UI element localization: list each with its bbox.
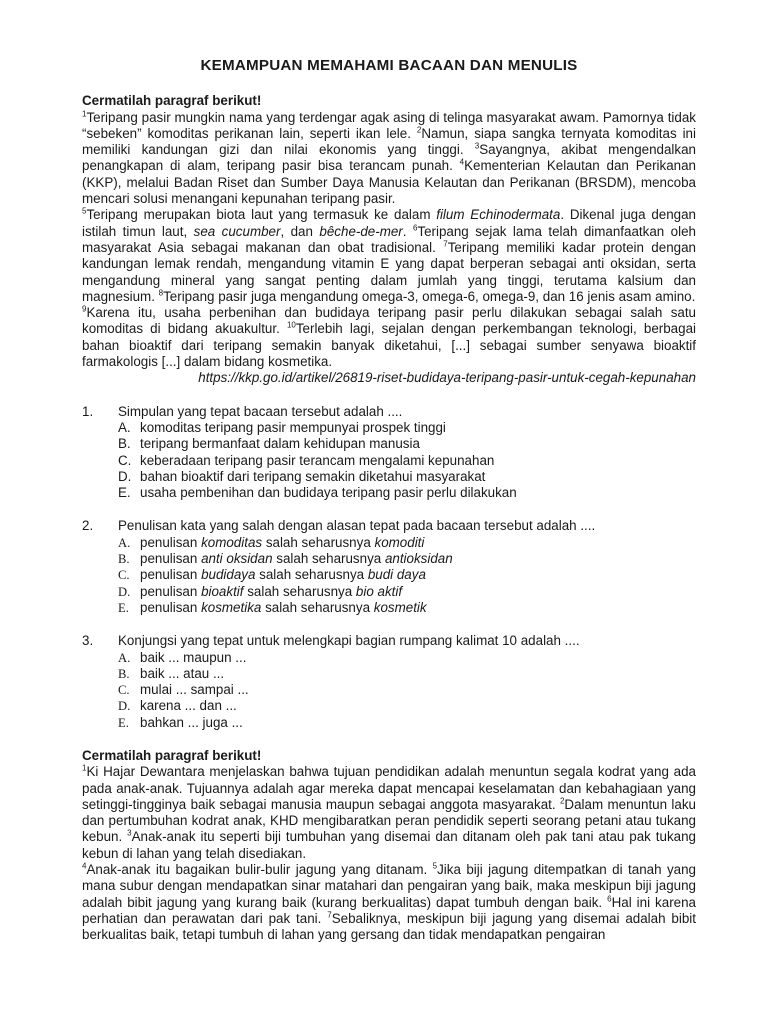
option-connector: salah seharusnya [243,583,356,599]
sentence-number: 4 [459,158,465,168]
option-c[interactable] [82,567,696,583]
option-d[interactable] [82,469,696,485]
sentence: Anak-anak itu bagaikan bulir-bulir jagung yang ditanam. [86,862,433,878]
question-number: 2. [82,518,94,534]
wrong-word: kosmetika [201,599,262,615]
section-heading: Cermatilah paragraf berikut! [82,93,262,109]
option-text [140,551,453,567]
option-text: bahan bioaktif dari teripang semakin diketahui masyarakat [140,468,486,484]
option-e[interactable] [82,600,696,616]
sentence-number: 3 [474,141,480,151]
sentence-number: 9 [82,304,87,314]
correct-word: bio aktif [355,583,403,599]
sentence-number: 1 [82,763,87,773]
reading-section-1 [82,93,696,386]
paragraph-1 [82,110,696,208]
option-text [140,600,427,616]
answer-options [82,535,696,616]
option-letter: B. [118,666,130,681]
option-c[interactable] [82,453,696,469]
sentence: Karena itu, usaha perbenihan dan budidaya teripang pasir perlu dilakukan sebagai salah satu komoditas di bidang akuakultur. [82,305,696,337]
option-e[interactable] [82,485,696,501]
sentence: Teripang memiliki kadar protein dengan kandungan lemak rendah, mengandung vitamin E yang dapat berperan sebagai anti oksidan, serta mengandung mineral yang sangat penting dalam jumlah yang tinggi, terutama kalsium dan magnesium. [82,239,696,304]
option-text [140,567,426,583]
wrong-word: komoditas [201,534,263,550]
sentence: . Dikenal juga dengan istilah timun laut, [82,207,696,239]
sentence: Teripang pasir juga mengandung omega-3, omega-6, omega-9, dan 16 jenis asam amino. [163,288,696,304]
sentence: Dalam menuntun laku dan pertumbuhan kodrat anak, KHD mengibaratkan peran pendidik seperti seorang petani atau tukang kebun. [82,796,696,845]
sentence-number: 10 [286,320,296,330]
question-stem: Simpulan yang tepat bacaan tersebut adalah .... [118,403,403,419]
option-letter: E. [118,715,129,730]
sentence: Namun, siapa sangka ternyata komoditas ini memiliki kandungan gizi dan nilai ekonomis yang tinggi. [82,125,696,158]
sentence: Anak-anak itu seperti biji tumbuhan yang disemai dan ditanam oleh pak tani atau pak tukang kebun di lahan yang telah disediakan. [82,829,696,861]
sentence: Terlebih lagi, sejalan dengan perkembangan teknologi, berbagai bahan bioaktif dari teripang semakin banyak diketahui, [...] sebagai sumber senyawa bioaktif farmakologis [...] dalam bidang kosmetika. [82,321,696,370]
sentence-number: 8 [158,288,164,298]
option-text: komoditas teripang pasir mempunyai prospek tinggi [140,419,446,435]
document-page [82,58,696,944]
question-stem: Penulisan kata yang salah dengan alasan tepat pada bacaan tersebut adalah .... [118,518,596,534]
sentence: , dan [280,223,320,239]
option-letter: D. [118,699,131,714]
source-link[interactable]: https://kkp.go.id/artikel/26819-riset-budidaya-teripang-pasir-untuk-cegah-kepunahan [198,370,696,386]
correct-word: komoditi [374,534,425,550]
question-stem: Konjungsi yang tepat untuk melengkapi bagian rumpang kalimat 10 adalah .... [118,633,580,649]
option-connector: salah seharusnya [262,534,375,550]
paragraph-3 [82,305,696,370]
answer-options [82,650,696,731]
italic-term: sea cucumber [193,223,281,239]
option-letter: C. [118,452,132,468]
page-title: KEMAMPUAN MEMAHAMI BACAAN DAN MENULIS [200,57,578,74]
question-3 [82,633,696,731]
option-d[interactable] [82,584,696,600]
italic-term: bêche-de-mer [319,223,403,239]
italic-term: filum Echinodermata [436,207,561,223]
option-letter: E. [118,485,131,501]
option-b[interactable] [82,551,696,567]
question-number: 3. [82,633,94,649]
option-letter: C. [118,683,130,698]
sentence-number: 7 [443,239,448,249]
wrong-word: bioaktif [201,583,244,599]
sentence: Ki Hajar Dewantara menjelaskan bahwa tujuan pendidikan adalah menuntun segala kodrat yang ada pada anak-anak. Tujuannya adalah agar mereka dapat mencapai keselamatan dan kebahagiaan yang setinggi-tingginya baik sebagai manusia maupun sebagai anggota masyarakat. [82,764,696,812]
option-text [140,584,402,600]
option-a[interactable] [82,535,696,551]
option-letter: B. [118,552,130,567]
question-2 [82,518,696,616]
sentence: Hal ini karena perhatian dan perawatan dari pak tani. [82,894,697,926]
sentence-number: 2 [559,796,565,806]
sentence: Sayangnya, akibat mengendalkan penangkapan di alam, teripang pasir bisa terancam punah. [82,142,696,174]
wrong-word: anti oksidan [201,551,273,567]
sentence: Sebaliknya, meskipun biji jagung yang disemai adalah bibit berkualitas baik, tetapi tumbuh di lahan yang gersang dan tidak mendapatkan pengairan [82,910,696,943]
option-connector: salah seharusnya [255,567,368,583]
section-heading: Cermatilah paragraf berikut! [82,747,262,763]
option-text: baik ... atau ... [140,665,225,681]
sentence-number: 5 [82,206,87,216]
option-connector: salah seharusnya [261,599,374,615]
sentence: Teripang sejak lama telah dimanfaatkan oleh masyarakat Asia sebagai makanan dan obat tradisional. [82,223,696,255]
option-letter: D. [118,584,131,599]
sentence-number: 1 [82,109,87,119]
option-prefix: penulisan [140,583,202,599]
option-text: baik ... maupun ... [140,649,247,665]
option-prefix: penulisan [140,567,202,583]
option-prefix: penulisan [140,534,202,550]
reading-section-2 [82,748,696,944]
option-prefix: penulisan [140,599,202,615]
option-letter: C. [118,568,130,583]
sentence-number: 6 [412,223,418,233]
sentence-number: 6 [607,894,612,904]
sentence: Kementerian Kelautan dan Perikanan (KKP), melalui Badan Riset dan Sumber Daya Manusia Kelautan dan Perikanan (BRSDM), mencoba mencari solusi menangani kepunahan teripang pasir. [82,158,696,207]
option-text: teripang bermanfaat dalam kehidupan manusia [140,436,420,452]
correct-word: antioksidan [384,551,453,567]
question-number: 1. [82,403,94,419]
sentence-number: 2 [416,125,422,135]
option-b[interactable] [82,436,696,452]
option-prefix: penulisan [140,551,202,567]
sentence: Jika biji jagung ditempatkan di tanah yang mana subur dengan mendapatkan sinar matahari dan pengairan yang baik, maka meskipun biji jagung adalah bibit jagung yang kurang baik (kurang berkualitas) dapat tumbuh dengan baik. [82,862,696,910]
option-a[interactable] [82,650,696,666]
option-e[interactable] [82,715,696,731]
sentence: . [402,223,413,239]
sentence-number: 3 [127,829,132,838]
question-1 [82,404,696,502]
option-d[interactable] [82,698,696,714]
option-letter: A. [118,650,131,665]
option-text [140,535,424,551]
sentence: Teripang pasir mungkin nama yang terdengar agak asing di telinga masyarakat awam. Pamornya tidak “sebeken” komoditas perikanan lain, seperti ikan lele. [82,109,696,141]
option-text: karena ... dan ... [140,698,237,714]
option-text: usaha pembenihan dan budidaya teripang pasir perlu dilakukan [140,485,517,501]
option-connector: salah seharusnya [272,551,385,567]
option-letter: A. [118,419,131,435]
sentence-number: 4 [82,861,87,871]
sentence-number: 7 [327,910,332,920]
sentence: Teripang merupakan biota laut yang termasuk ke dalam [86,207,437,223]
correct-word: budi daya [367,567,426,583]
option-letter: A. [118,535,131,550]
option-b[interactable] [82,666,696,682]
option-letter: D. [118,468,132,484]
option-a[interactable] [82,420,696,436]
correct-word: kosmetik [373,599,427,615]
option-text: mulai ... sampai ... [140,682,249,698]
option-letter: E. [118,600,129,615]
paragraph-1 [82,764,696,862]
wrong-word: budidaya [201,567,256,583]
option-c[interactable] [82,682,696,698]
option-text: keberadaan teripang pasir terancam mengalami kepunahan [140,452,495,468]
option-letter: B. [118,436,131,452]
answer-options [82,420,696,501]
paragraph-2 [82,862,696,943]
sentence-number: 5 [432,861,438,871]
option-text: bahkan ... juga ... [140,714,243,730]
paragraph-2 [82,207,696,305]
